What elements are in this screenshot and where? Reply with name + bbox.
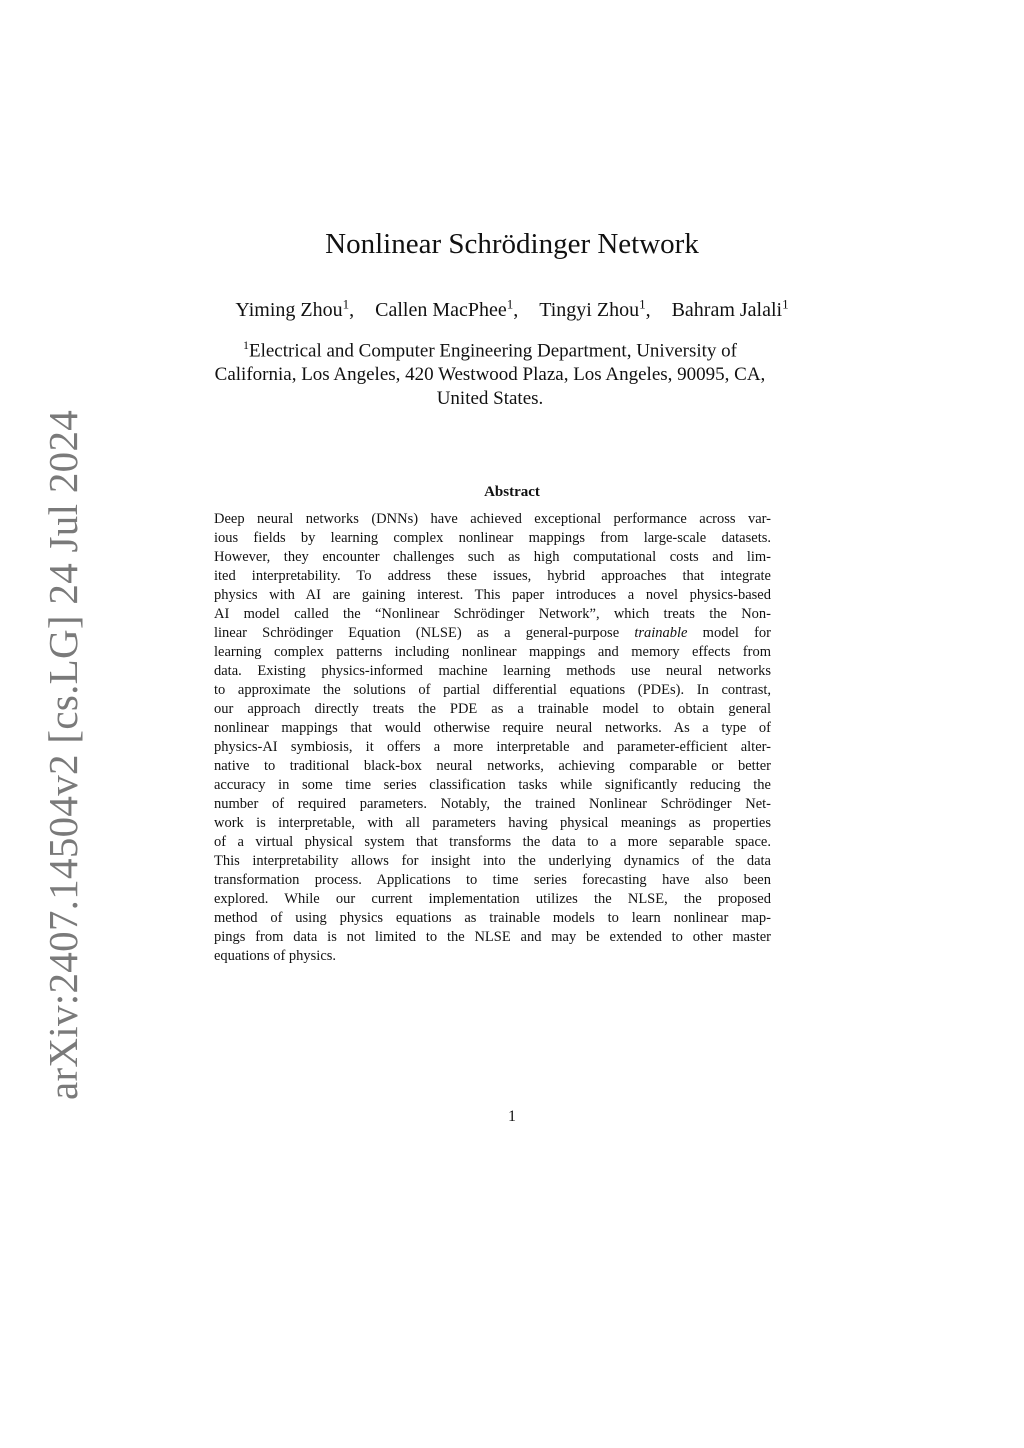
abstract-line: accuracy in some time series classification tasks while significantly reducing the: [214, 777, 771, 793]
abstract-line: nonlinear mappings that would otherwise require neural networks. As a type of: [214, 720, 771, 736]
abstract-line: our approach directly treats the PDE as a trainable model to obtain general: [214, 701, 771, 717]
author-list: [0, 296, 1024, 322]
abstract-line: work is interpretable, with all parameters having physical meanings as properties: [214, 815, 771, 831]
page-number: 1: [508, 1108, 516, 1125]
abstract-line: of a virtual physical system that transforms the data to a more separable space.: [214, 834, 771, 850]
abstract-line: to approximate the solutions of partial differential equations (PDEs). In contrast,: [214, 682, 771, 698]
affiliation-marker: 1: [242, 338, 249, 352]
abstract-line: data. Existing physics-informed machine learning methods use neural networks: [214, 663, 771, 679]
affiliation-line: $^1$Electrical and Computer Engineering Department, University of: [242, 338, 738, 362]
abstract-line: transformation process. Applications to time series forecasting have also been: [214, 872, 771, 888]
emphasized-word: trainable: [634, 625, 688, 641]
abstract-line: This interpretability allows for insight into the underlying dynamics of the data: [214, 853, 771, 869]
abstract-line: equations of physics.: [214, 948, 337, 964]
abstract-line: method of using physics equations as trainable models to learn nonlinear map-: [214, 910, 771, 926]
author-name: Callen MacPhee: [375, 298, 507, 321]
abstract-line: Deep neural networks (DNNs) have achieved exceptional performance across var-: [214, 511, 771, 527]
affiliation-marker: 1: [639, 296, 646, 311]
author-name: Yiming Zhou: [235, 298, 343, 321]
affiliation-line: United States.: [436, 388, 544, 410]
arxiv-sidebar-stamp: arXiv:2407.14504v2 [cs.LG] 24 Jul 2024: [40, 409, 86, 1101]
paper-title: Nonlinear Schrödinger Network: [325, 228, 699, 260]
affiliation-line: California, Los Angeles, 420 Westwood Plaza, Los Angeles, 90095, CA,: [214, 364, 766, 386]
author-separator: ,: [645, 298, 651, 321]
abstract-line: AI model called the “Nonlinear Schrödinger Network”, which treats the Non-: [214, 606, 771, 622]
abstract-line: explored. While our current implementation utilizes the NLSE, the proposed: [214, 891, 771, 907]
abstract-body: [214, 510, 771, 966]
author-separator: ,: [513, 298, 519, 321]
author: [671, 296, 789, 321]
affiliation-marker: 1: [342, 296, 350, 311]
abstract-heading: Abstract: [484, 484, 540, 500]
author-name: Bahram Jalali: [671, 298, 783, 321]
affiliation-marker: 1: [506, 296, 514, 311]
abstract-line: However, they encounter challenges such as high computational costs and lim-: [214, 549, 771, 565]
abstract-line: number of required parameters. Notably, the trained Nonlinear Schrödinger Net-: [214, 796, 771, 812]
abstract-line: ious fields by learning complex nonlinear mappings from large-scale datasets.: [214, 530, 771, 546]
abstract-line: pings from data is not limited to the NLSE and may be extended to other master: [214, 929, 771, 945]
author: [375, 296, 519, 321]
abstract-line: linear Schrödinger Equation (NLSE) as a general-purpose trainable model for: [214, 625, 771, 641]
affiliation-marker: 1: [782, 296, 789, 311]
author: [235, 296, 355, 321]
affiliation-block: [190, 333, 790, 411]
abstract-line: physics-AI symbiosis, it offers a more interpretable and parameter-efficient alter-: [214, 739, 771, 755]
author: [539, 296, 651, 321]
author-name: Tingyi Zhou: [539, 298, 640, 321]
abstract-line: learning complex patterns including nonlinear mappings and memory effects from: [214, 644, 771, 660]
abstract-line: ited interpretability. To address these issues, hybrid approaches that integrate: [214, 568, 771, 584]
author-separator: ,: [349, 298, 355, 321]
abstract-line: native to traditional black-box neural networks, achieving comparable or better: [214, 758, 771, 774]
abstract-line: physics with AI are gaining interest. This paper introduces a novel physics-based: [214, 587, 771, 603]
